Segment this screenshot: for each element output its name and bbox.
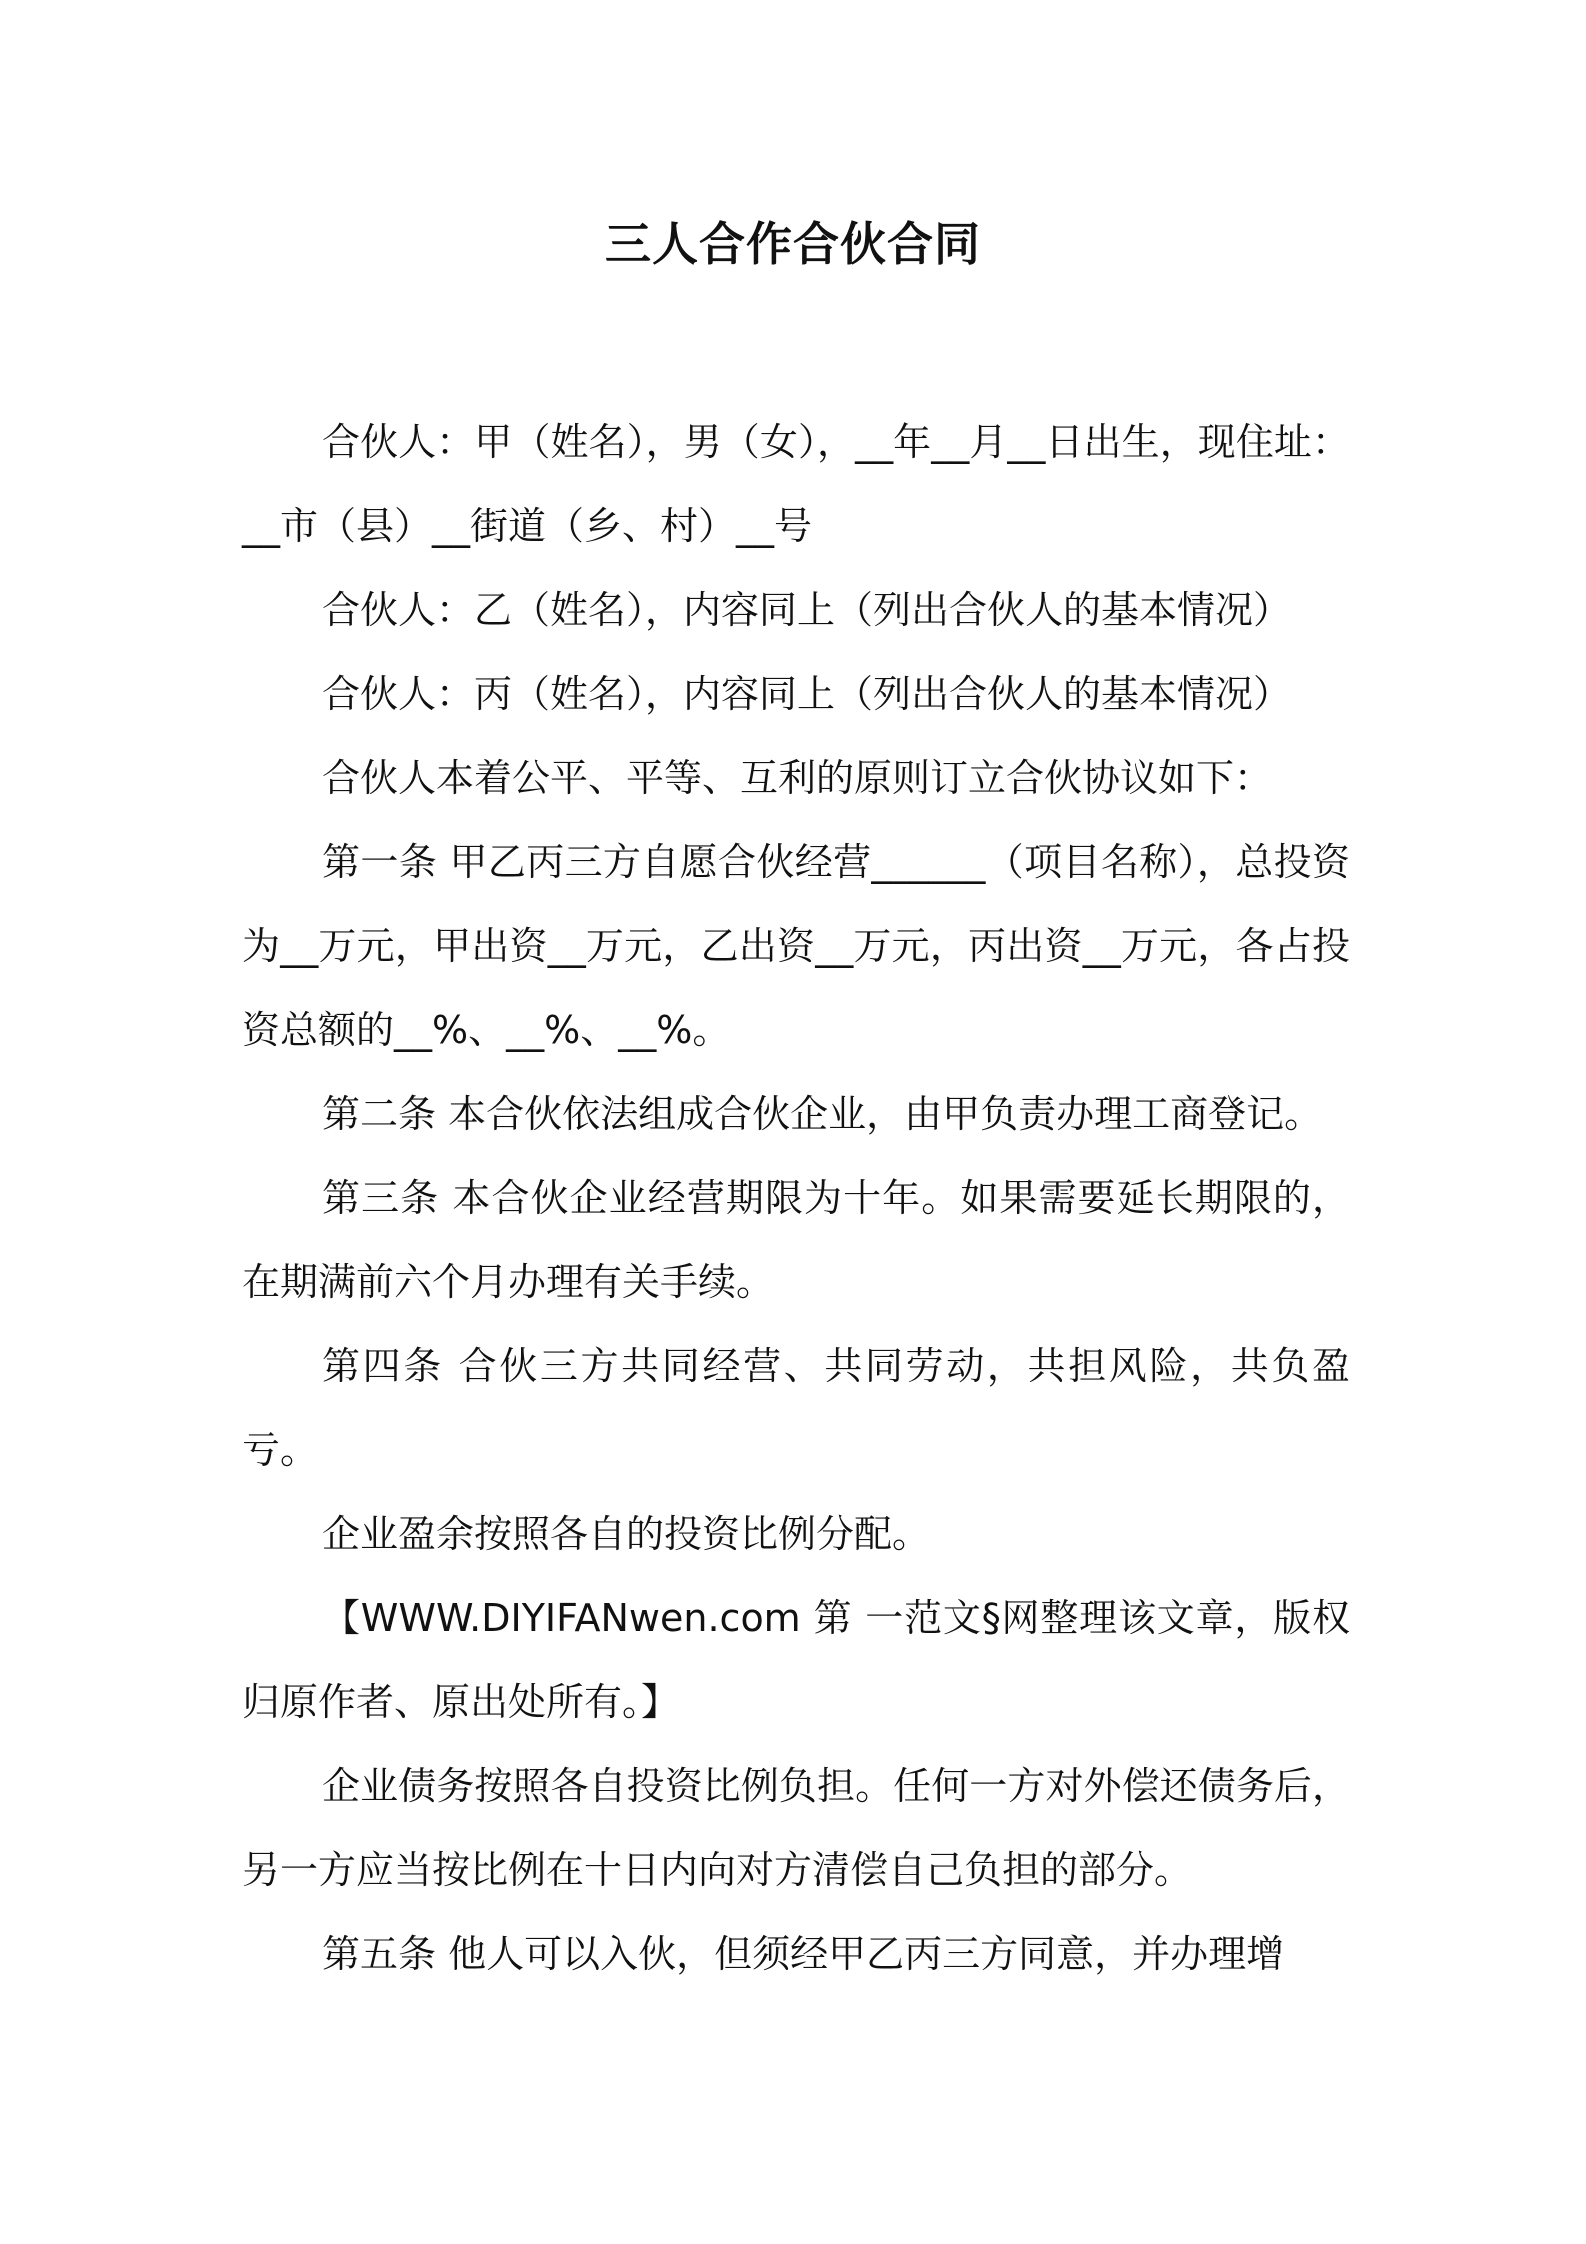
paragraph-article-4: 第四条 合伙三方共同经营、共同劳动，共担风险，共负盈亏。 [242, 1344, 1350, 1472]
paragraph-article-5: 第五条 他人可以入伙，但须经甲乙丙三方同意，并办理增 [322, 1932, 1285, 1976]
paragraph-watermark-note: 【WWW.DIYIFANwen.com 第 一范文§网整理该文章，版权归原作者、原出处所有。】 [242, 1596, 1350, 1724]
paragraph-principle: 合伙人本着公平、平等、互利的原则订立合伙协议如下： [322, 756, 1273, 800]
paragraph-partner-c: 合伙人：丙（姓名），内容同上（列出合伙人的基本情况） [322, 672, 1292, 716]
document-title: 三人合作合伙合同 [605, 217, 981, 271]
paragraph-article-2: 第二条 本合伙依法组成合伙企业，由甲负责办理工商登记。 [322, 1092, 1323, 1136]
paragraph-partner-a: 合伙人：甲（姓名），男（女），__年__月__日出生，现住址：__市（县）__街道（乡、村）__号 [242, 420, 1350, 548]
document-body [242, 400, 1350, 1996]
paragraph-profit-distribution: 企业盈余按照各自的投资比例分配。 [322, 1512, 931, 1556]
paragraph-partner-b: 合伙人：乙（姓名），内容同上（列出合伙人的基本情况） [322, 588, 1292, 632]
paragraph-article-1: 第一条 甲乙丙三方自愿合伙经营______（项目名称），总投资为__万元，甲出资__万元，乙出资__万元，丙出资__万元，各占投资总额的__%、__%、__%。 [242, 840, 1350, 1052]
paragraph-article-3: 第三条 本合伙企业经营期限为十年。如果需要延长期限的，在期满前六个月办理有关手续。 [242, 1176, 1350, 1304]
paragraph-debt-sharing: 企业债务按照各自投资比例负担。任何一方对外偿还债务后，另一方应当按比例在十日内向对方清偿自己负担的部分。 [242, 1764, 1350, 1892]
